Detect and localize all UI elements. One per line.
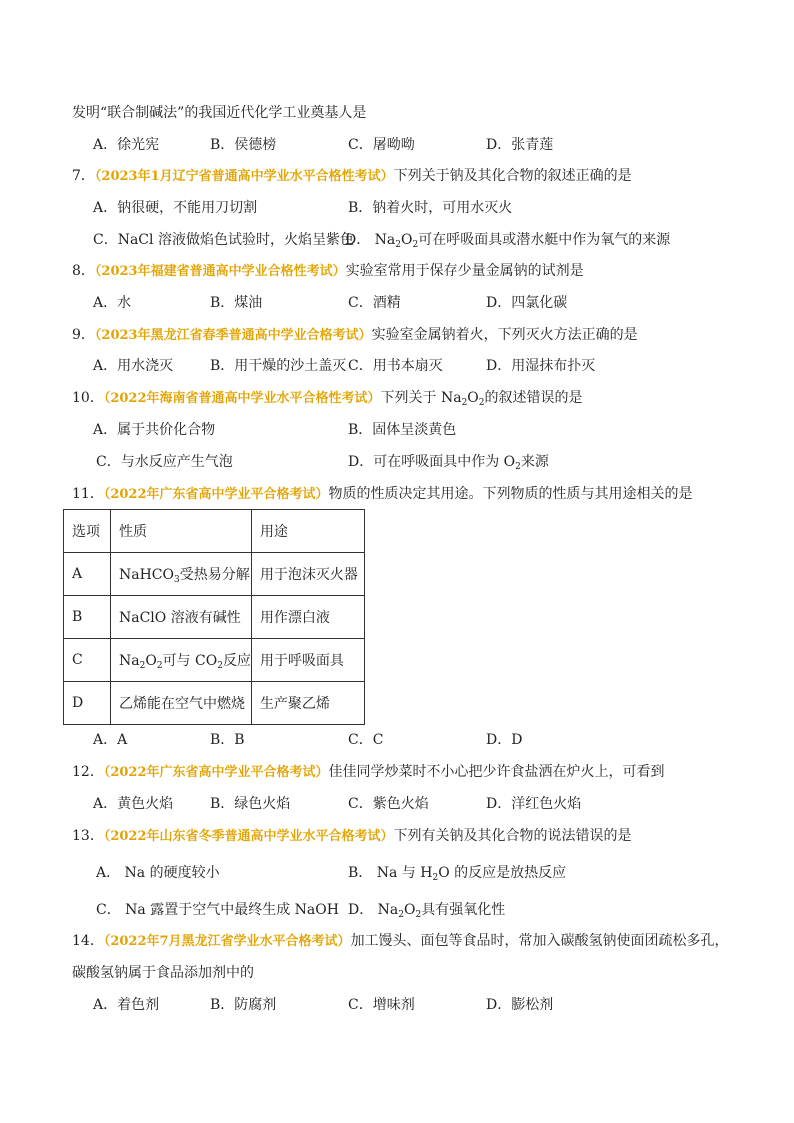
option-c: C． Na 露置于空气中最终生成 NaOH [96,902,339,918]
question-number: 14． [72,933,104,949]
question-9 [72,325,638,346]
option-d: D．张青莲 [486,137,554,153]
question-source: （2022年海南省普通高中学业水平合格性考试） [103,391,381,406]
option-b-text: O 的反应是放热反应 [438,865,567,881]
question-13 [72,826,632,847]
table-cell-option: A [64,553,111,596]
question-source: （2022年广东省高中学业平合格考试） [103,487,329,502]
property-text: 反应 [222,652,251,669]
subscript: 2 [156,660,163,671]
option-a: A．属于共价化合物 [93,422,216,438]
option-a: A．徐光宪 [93,137,160,153]
option-d: D．膨松剂 [486,997,554,1013]
question-8 [72,261,584,282]
option-d-prefix: D． Na [345,232,396,248]
question-number: 8． [72,263,95,279]
table-header-row [64,510,365,553]
question-10 [72,388,583,413]
question-number: 13． [72,828,104,844]
option-a: A．用水浇灭 [93,358,174,374]
question-14 [72,931,729,952]
option-a: A．A [93,732,128,748]
table-cell-use: 用作漂白液 [251,596,364,639]
table-cell-property: NaClO 溶液有碱性 [111,596,252,639]
question-7 [72,166,632,187]
option-c: C．与水反应产生气泡 [96,454,233,470]
property-text: Na [119,652,140,669]
property-text: O [145,652,157,669]
subscript: 2 [461,398,468,408]
question-source: （2023年1月辽宁省普通高中学业水平合格性考试） [94,169,394,184]
question-number: 11． [72,486,104,502]
option-c: C．紫色火焰 [348,796,429,812]
option-d-prefix: D．可在呼吸面具中作为 O [348,454,516,470]
property-text: NaHCO [119,566,174,583]
table-row [64,682,365,725]
subscript: 2 [139,660,146,671]
table-cell-option: B [64,596,111,639]
table-header-cell: 用途 [251,510,364,553]
question-text: 实验室金属钠着火，下列灭火方法正确的是 [371,327,638,343]
option-b: B．绿色火焰 [210,796,291,812]
option-a: A． Na 的硬度较小 [96,865,220,881]
question-text: 物质的性质决定其用途。下列物质的性质与其用途相关的是 [328,486,693,502]
table-cell-option: C [64,639,111,682]
option-c: C．NaCl 溶液做焰色试验时，火焰呈紫色 [93,232,354,248]
table-row [64,639,365,682]
option-a: A．黄色火焰 [93,796,174,812]
property-text: 受热易分解 [179,566,250,583]
subscript: 2 [395,240,402,250]
option-a: A．着色剂 [93,997,160,1013]
option-d-text: 具有强氧化性 [421,902,506,918]
option-d-mid: O [401,232,413,248]
option-b [348,863,566,888]
question-text: 发明“联合制碱法”的我国近代化学工业奠基人是 [72,105,367,121]
question-text-mid: O [467,390,479,406]
question-source: （2023年福建省普通高中学业合格性考试） [94,264,346,279]
table-header-cell: 选项 [64,510,111,553]
table-cell-use: 用于泡沫灭火器 [251,553,364,596]
option-d [348,452,549,477]
option-d-mid: O [404,902,416,918]
option-d: D．洋红色火焰 [486,796,582,812]
table-cell-use: 用于呼吸面具 [251,639,364,682]
properties-table [63,509,365,725]
subscript: 2 [398,910,405,920]
subscript: 2 [217,660,223,671]
question-number: 10． [72,390,104,406]
subscript: 2 [415,910,422,920]
question-text: 下列关于 Na [380,390,462,406]
option-c: C．增味剂 [348,997,415,1013]
option-d: D．用湿抹布扑灭 [486,358,596,374]
subscript: 3 [174,574,180,585]
question-source: （2022年山东省冬季普通高中学业水平合格考试） [103,829,394,844]
option-d [348,900,505,925]
option-a: A．钠很硬，不能用刀切割 [93,200,258,216]
subscript: 2 [412,240,419,250]
table-cell-property: 乙烯能在空气中燃烧 [111,682,252,725]
question-source: （2022年7月黑龙江省学业水平合格考试） [103,934,351,949]
option-b: B．用干燥的沙土盖灭 [210,358,347,374]
option-a: A．水 [93,295,132,311]
question-text: 下列关于钠及其化合物的叙述正确的是 [393,168,632,184]
option-c: C．酒精 [348,295,401,311]
question-text: 加工馒头、面包等食品时，常加入碳酸氢钠使面团疏松多孔， [350,933,729,949]
option-b: B．B [210,732,245,748]
question-source: （2023年黑龙江省春季普通高中学业合格考试） [94,328,372,343]
table-cell-property [111,639,252,682]
option-b: B．固体呈淡黄色 [348,422,457,438]
question-text: 实验室常用于保存少量金属钠的试剂是 [345,263,584,279]
table-row [64,596,365,639]
property-text: 可与 CO [162,652,218,669]
question-number: 9． [72,327,95,343]
question-text: 佳佳同学炒菜时不小心把少许食盐洒在炉火上，可看到 [328,764,665,780]
option-b: B．侯德榜 [210,137,277,153]
option-c: C．屠呦呦 [348,137,415,153]
question-text-continued: 碳酸氢钠属于食品添加剂中的 [72,965,254,981]
question-12 [72,762,665,783]
subscript: 2 [432,873,439,883]
question-11 [72,484,693,505]
table-header-cell: 性质 [111,510,252,553]
option-c: C．C [348,732,384,748]
table-row [64,553,365,596]
option-d-prefix: D． Na [348,902,399,918]
question-source: （2022年广东省高中学业平合格考试） [103,765,329,780]
option-b: B．钠着火时，可用水灭火 [348,200,513,216]
question-text: 下列有关钠及其化合物的说法错误的是 [393,828,632,844]
option-d-text: 可在呼吸面具或潜水艇中作为氧气的来源 [418,232,671,248]
option-b-prefix: B． Na 与 H [348,865,433,881]
option-d [345,230,670,255]
option-d: D．D [486,732,523,748]
option-c: C．用书本扇灭 [348,358,443,374]
subscript: 2 [478,398,485,408]
subscript: 2 [515,462,521,472]
option-b: B．煤油 [210,295,263,311]
option-d-text: 来源 [520,454,549,470]
question-number: 7． [72,168,95,184]
table-cell-use: 生产聚乙烯 [251,682,364,725]
question-number: 12． [72,764,104,780]
option-b: B．防腐剂 [210,997,277,1013]
option-d: D．四氯化碳 [486,295,568,311]
question-text-end: 的叙述错误的是 [484,390,583,406]
table-cell-option: D [64,682,111,725]
table-cell-property [111,553,252,596]
